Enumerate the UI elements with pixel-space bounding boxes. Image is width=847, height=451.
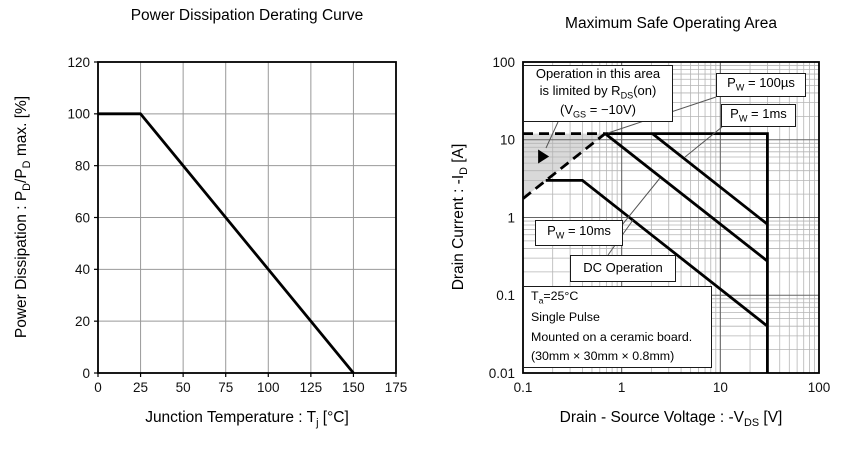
- conditions-note-line: Single Pulse: [531, 310, 600, 325]
- conditions-note-line: Mounted on a ceramic board.: [531, 329, 693, 344]
- x-tick-label: 1: [617, 380, 626, 395]
- pw-100us-label-line: $P_W = 100\mu s$: [727, 75, 795, 93]
- y-tick-label: 100: [492, 54, 515, 70]
- x-tick-label: 75: [218, 380, 234, 395]
- right-chart-title: Maximum Safe Operating Area: [565, 15, 777, 32]
- dc-operation-label-line: DC Operation: [583, 260, 663, 276]
- x-tick-label: 100: [257, 380, 280, 395]
- pw-100us-label: [716, 73, 806, 97]
- y-tick-label: 1: [507, 210, 515, 226]
- y-tick-label: 0.1: [496, 288, 515, 304]
- x-tick-label: 0: [94, 380, 102, 395]
- x-tick-label: 150: [342, 380, 365, 395]
- dc-operation-label: [570, 255, 676, 282]
- pw-1ms-label: [721, 104, 796, 127]
- y-tick-label: 120: [67, 54, 90, 70]
- conditions-note: [523, 286, 712, 368]
- y-tick-label: 0: [82, 365, 90, 381]
- left-chart-title: Power Dissipation Derating Curve: [130, 7, 364, 24]
- x-tick-label: 125: [299, 380, 323, 395]
- curve-soa-10ms: [605, 134, 767, 261]
- left-y-axis-label: Power Dissipation : $P_D/P_D$ max. [%]: [13, 95, 34, 339]
- right-x-axis-label: Drain - Source Voltage : $-V_{DS}$ [V]: [559, 409, 783, 430]
- derating-chart: [67, 55, 407, 395]
- y-tick-label: 100: [67, 106, 90, 122]
- conditions-note-line: $T_a=25^\circ C$: [531, 289, 579, 306]
- y-tick-label: 20: [74, 313, 90, 329]
- left-x-axis-label: Junction Temperature : $T_j$ [°C]: [145, 409, 349, 430]
- rdson-note-line: $(V_{GS} = -10V)$: [559, 101, 636, 120]
- x-tick-label: 25: [133, 380, 149, 395]
- x-tick-label: 50: [175, 380, 191, 395]
- pw-10ms-label: [535, 220, 623, 246]
- y-tick-label: 40: [74, 262, 90, 278]
- rdson-note-line: Operation in this area: [535, 65, 661, 81]
- x-tick-label: 175: [384, 380, 408, 395]
- conditions-note-line: (30mm × 30mm × 0.8mm): [531, 349, 675, 364]
- x-tick-label: 10: [712, 380, 728, 395]
- x-tick-label: 100: [807, 380, 831, 395]
- y-tick-label: 80: [74, 158, 90, 174]
- right-y-axis-label: Drain Current : $-I_D$ [A]: [450, 143, 471, 291]
- rdson-note-line: is limited by $R_{DS}(on)$: [539, 82, 657, 101]
- y-tick-label: 10: [499, 132, 515, 148]
- pw-10ms-label-line: $P_W = 10ms$: [547, 223, 611, 241]
- y-tick-label: 60: [74, 210, 90, 226]
- pw-1ms-label-line: $P_W = 1ms$: [730, 105, 787, 124]
- x-tick-label: 0.1: [513, 380, 533, 395]
- rdson-note: [523, 65, 673, 122]
- y-tick-label: 0.01: [488, 365, 515, 381]
